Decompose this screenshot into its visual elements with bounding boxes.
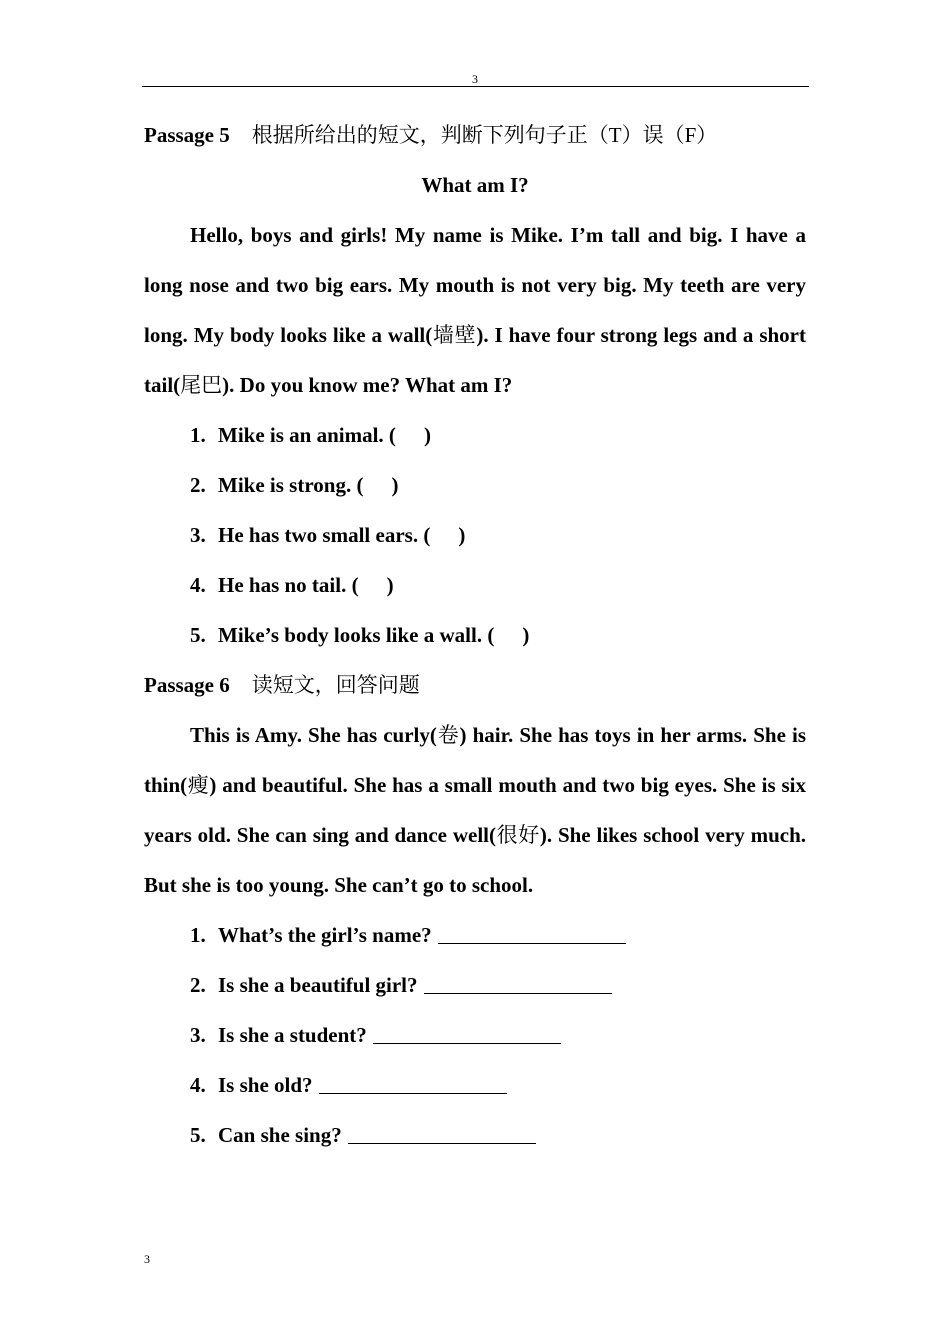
question-number: 3. xyxy=(190,1023,206,1047)
header-rule xyxy=(142,86,809,87)
question-text: He has two small ears. ( xyxy=(218,523,431,547)
bracket-close: ) xyxy=(522,623,530,647)
question-number: 3. xyxy=(190,523,206,547)
question-number: 5. xyxy=(190,623,206,647)
page-content xyxy=(144,110,806,1160)
question-text: Is she old? xyxy=(218,1073,313,1097)
passage6-text-part: ) hair. She has toys in her arms. She is thin( xyxy=(144,723,806,797)
question-text: Is she a student? xyxy=(218,1023,367,1047)
question-text: What’s the girl’s name? xyxy=(218,923,432,947)
passage5-text-part: Hello, boys and girls! My name is Mike. I’m tall and big. I have a long nose and two big ears. My mouth is not very big. My teeth are very long. My body looks like a wall( xyxy=(144,223,806,347)
question-text: Can she sing? xyxy=(218,1123,342,1147)
bracket-close: ) xyxy=(423,423,431,447)
passage6-question xyxy=(144,910,806,960)
passage6-label: Passage 6 xyxy=(144,673,230,697)
passage6-gloss: 卷 xyxy=(436,723,460,747)
passage6-text xyxy=(144,710,806,910)
passage6-text-part: ). She likes school very much. But she is too young. She can’t go to school. xyxy=(144,823,806,897)
question-number: 2. xyxy=(190,473,206,497)
passage5-label: Passage 5 xyxy=(144,123,230,147)
passage6-question xyxy=(144,1010,806,1060)
question-text: Mike is strong. ( xyxy=(218,473,364,497)
header-page-number: 3 xyxy=(472,72,478,86)
passage5-title: What am I? xyxy=(421,173,529,197)
passage5-question xyxy=(144,460,806,510)
passage5-question xyxy=(144,610,806,660)
passage6-text-part: ) and beautiful. She has a small mouth and two big eyes. She is six years old. She can sing and dance well( xyxy=(144,773,806,847)
bracket-close: ) xyxy=(386,573,394,597)
question-text: Mike’s body looks like a wall. ( xyxy=(218,623,495,647)
passage6-instruction: 读短文，回答问题 xyxy=(251,673,420,697)
passage6-question xyxy=(144,1110,806,1160)
passage5-instruction: 根据所给出的短文，判断下列句子正（T）误（F） xyxy=(251,123,718,147)
passage5-question xyxy=(144,510,806,560)
question-text: He has no tail. ( xyxy=(218,573,359,597)
passage5-text-part: ). I have four strong legs and a short tail( xyxy=(144,323,806,397)
answer-blank[interactable] xyxy=(438,923,626,944)
question-number: 2. xyxy=(190,973,206,997)
passage6-gloss: 很好 xyxy=(496,823,540,847)
passage6-question xyxy=(144,960,806,1010)
passage6-question xyxy=(144,1060,806,1110)
passage5-heading xyxy=(144,110,806,160)
answer-blank[interactable] xyxy=(319,1073,507,1094)
answer-blank[interactable] xyxy=(373,1023,561,1044)
passage5-gloss: 墙壁 xyxy=(432,323,477,347)
passage5-question xyxy=(144,410,806,460)
question-text: Mike is an animal. ( xyxy=(218,423,396,447)
question-number: 1. xyxy=(190,923,206,947)
passage5-text xyxy=(144,210,806,410)
passage6-text-part: This is Amy. She has curly( xyxy=(190,723,437,747)
passage5-gloss: 尾巴 xyxy=(180,373,223,397)
footer-page-number: 3 xyxy=(144,1252,150,1266)
passage6-heading xyxy=(144,660,806,710)
bracket-close: ) xyxy=(391,473,399,497)
answer-blank[interactable] xyxy=(348,1123,536,1144)
question-number: 4. xyxy=(190,573,206,597)
passage6-gloss: 瘦 xyxy=(187,773,210,797)
bracket-close: ) xyxy=(458,523,466,547)
passage5-question xyxy=(144,560,806,610)
question-text: Is she a beautiful girl? xyxy=(218,973,418,997)
passage5-text-part: ). Do you know me? What am I? xyxy=(222,373,513,397)
question-number: 5. xyxy=(190,1123,206,1147)
question-number: 1. xyxy=(190,423,206,447)
answer-blank[interactable] xyxy=(424,973,612,994)
question-number: 4. xyxy=(190,1073,206,1097)
